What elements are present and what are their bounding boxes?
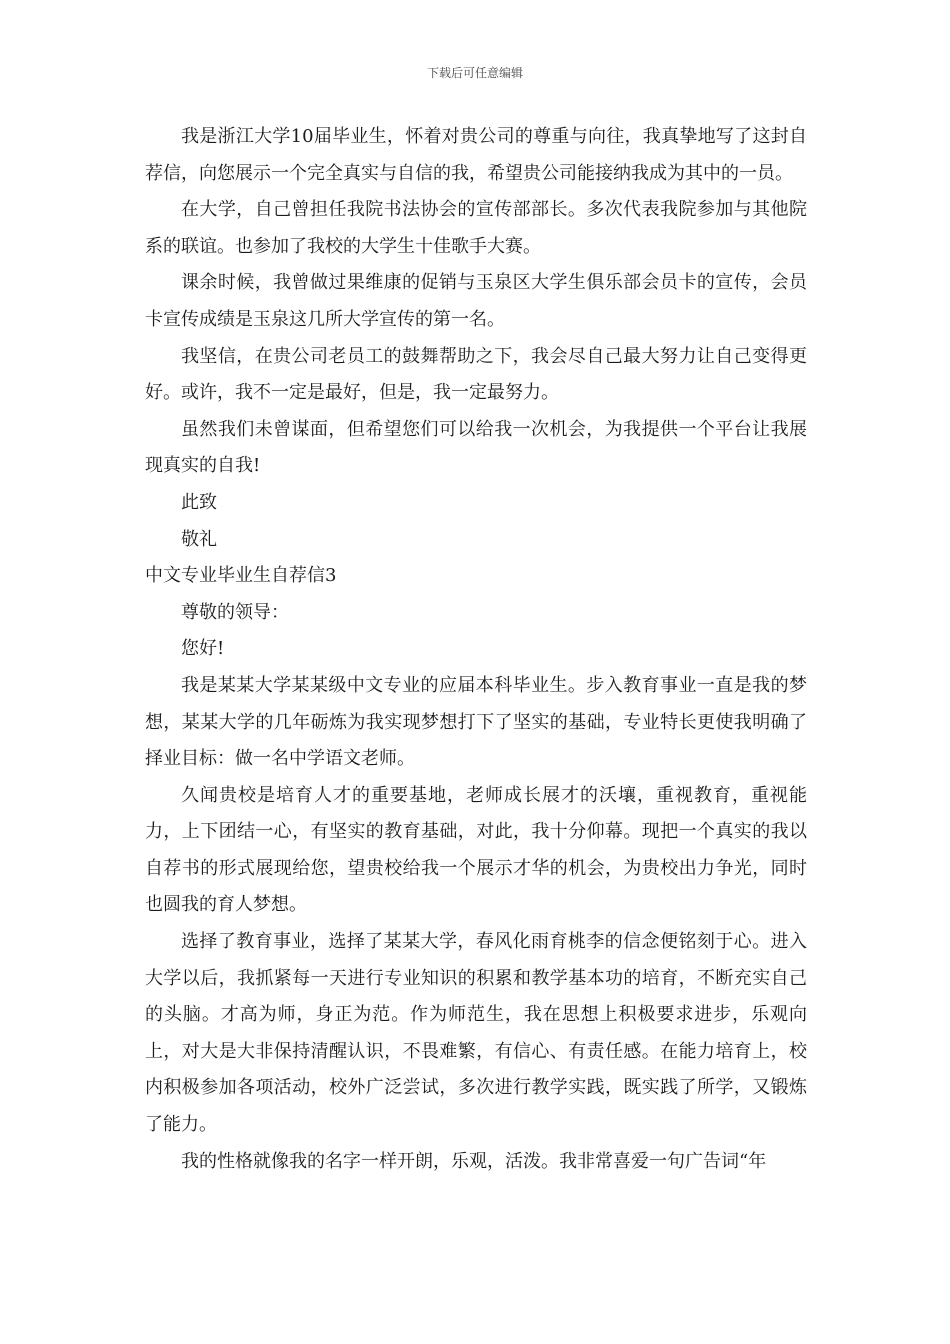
paragraph: 我的性格就像我的名字一样开朗，乐观，活泼。我非常喜爱一句广告词“年 xyxy=(181,1150,767,1172)
document-body xyxy=(145,119,807,1180)
closing-line: 此致 xyxy=(181,491,217,513)
paragraph: 我是浙江大学10届毕业生，怀着对贵公司的尊重与向往，我真挚地写了这封自荐信，向您展示一个完全真实与自信的我，希望贵公司能接纳我成为其中的一员。 xyxy=(145,126,807,184)
paragraph: 我坚信，在贵公司老员工的鼓舞帮助之下，我会尽自己最大努力让自己变得更好。或许，我不一定是最好，但是，我一定最努力。 xyxy=(145,345,807,404)
paragraph: 选择了教育事业，选择了某某大学，春风化雨育桃李的信念便铭刻于心。进入大学以后，我抓紧每一天进行专业知识的积累和教学基本功的培育，不断充实自己的头脑。才高为师，身正为范。作为师范生，我在思想上积极要求进步，乐观向上，对大是大非保持清醒认识，不畏难繁，有信心、有责任感。在能力培育上，校内积极参加各项活动，校外广泛尝试，多次进行教学实践，既实践了所学，又锻炼了能力。 xyxy=(145,931,807,1136)
paragraph: 课余时候，我曾做过果维康的促销与玉泉区大学生俱乐部会员卡的宣传，会员卡宣传成绩是玉泉这几所大学宣传的第一名。 xyxy=(145,272,807,330)
paragraph: 我是某某大学某某级中文专业的应届本科毕业生。步入教育事业一直是我的梦想，某某大学的几年砺炼为我实现梦想打下了坚实的基础，专业特长更使我明确了择业目标：做一名中学语文老师。 xyxy=(145,674,807,770)
section-title: 中文专业毕业生自荐信3 xyxy=(145,565,337,587)
page-header: 下载后可任意编辑 xyxy=(426,66,523,80)
paragraph: 虽然我们未曾谋面，但希望您们可以给我一次机会，为我提供一个平台让我展现真实的自我! xyxy=(145,418,807,477)
greeting: 您好! xyxy=(181,638,225,660)
paragraph: 在大学，自己曾担任我院书法协会的宣传部部长。多次代表我院参加与其他院系的联谊。也参加了我校的大学生十佳歌手大赛。 xyxy=(145,199,807,257)
paragraph: 久闻贵校是培育人才的重要基地，老师成长展才的沃壤，重视教育，重视能力，上下团结一心，有坚实的教育基础，对此，我十分仰幕。现把一个真实的我以自荐书的形式展现给您，望贵校给我一个展示才华的机会，为贵校出力争光，同时也圆我的育人梦想。 xyxy=(145,784,807,916)
closing-line: 敬礼 xyxy=(181,528,217,550)
salutation: 尊敬的领导： xyxy=(181,601,289,623)
